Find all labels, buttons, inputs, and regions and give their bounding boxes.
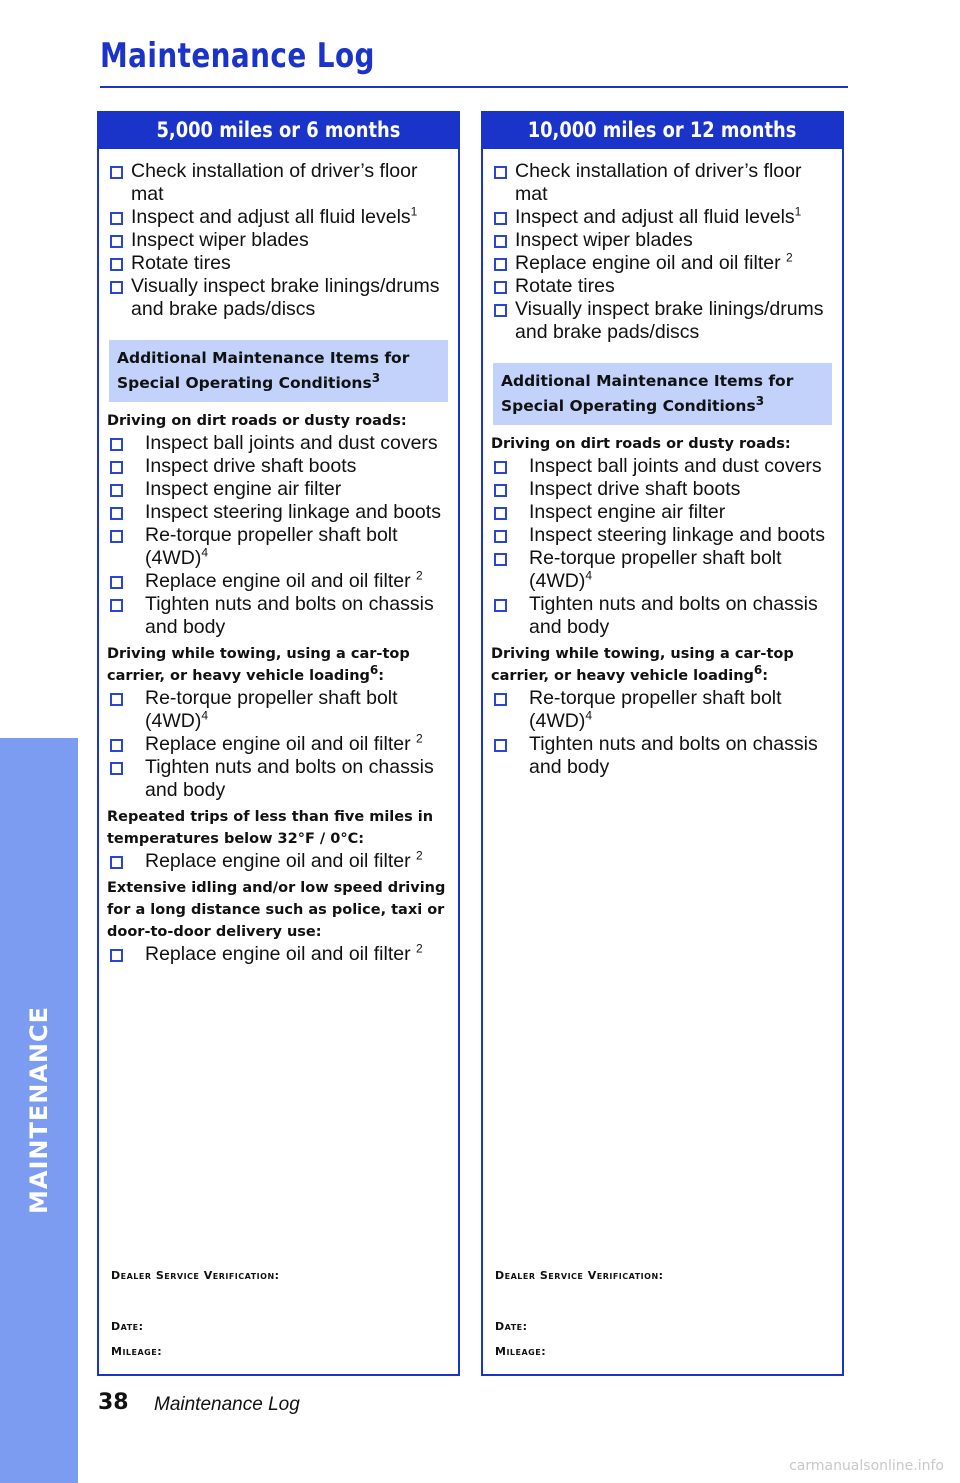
footnote-marker: 6 — [753, 663, 763, 678]
special-conditions-title-text: Special Operating Conditions — [117, 374, 372, 392]
interval-column-10000 — [481, 111, 844, 1376]
checkbox[interactable] — [110, 949, 123, 962]
checklist-item-text: Replace engine oil and oil filter — [515, 252, 787, 274]
checkbox[interactable] — [110, 281, 123, 294]
checklist-item — [491, 593, 834, 639]
footnote-marker: 2 — [416, 731, 423, 746]
column-header: 10,000 miles or 12 months — [481, 111, 844, 149]
condition-heading-text: Driving on dirt roads or dusty roads: — [491, 436, 791, 452]
condition-heading — [107, 410, 450, 432]
special-conditions-title-line1: Additional Maintenance Items for — [117, 349, 410, 367]
condition-heading — [107, 643, 450, 687]
page-title: Maintenance Log — [100, 36, 375, 76]
checklist-item — [491, 252, 834, 275]
checklist-item — [107, 160, 450, 206]
checklist-item-text: Rotate tires — [515, 275, 615, 297]
checklist-item — [107, 275, 450, 321]
watermark: carmanualsonline.info — [789, 1458, 944, 1474]
condition-heading — [107, 806, 450, 850]
date-label: Date: — [111, 1320, 144, 1333]
checklist-item-text: Replace engine oil and oil filter — [145, 570, 417, 592]
checklist-item — [491, 524, 834, 547]
checklist-item-text: Check installation of driver’s floor mat — [131, 160, 418, 205]
dealer-service-verification-label: Dealer Service Verification: — [111, 1269, 280, 1282]
checkbox[interactable] — [110, 258, 123, 271]
checklist-item — [107, 478, 450, 501]
condition-heading-text: Repeated trips of less than five miles in temperatures below 32°F / 0°C: — [107, 809, 434, 847]
checklist-item-text: Replace engine oil and oil filter — [145, 943, 417, 965]
checklist-item-text: Inspect engine air filter — [145, 478, 342, 500]
condition-items — [491, 455, 834, 639]
checklist-item — [107, 850, 450, 873]
checkbox[interactable] — [494, 739, 507, 752]
dealer-service-verification-label: Dealer Service Verification: — [495, 1269, 664, 1282]
checklist-item-text: Inspect ball joints and dust covers — [529, 455, 822, 477]
condition-heading-text: Extensive idling and/or low speed driving for a long distance such as police, taxi or door-to-door delivery use: — [107, 880, 446, 940]
checklist-item-text: Inspect wiper blades — [131, 229, 309, 251]
checklist-item — [491, 501, 834, 524]
condition-items — [107, 943, 450, 966]
checklist-item-text: Tighten nuts and bolts on chassis and body — [145, 593, 434, 638]
checkbox[interactable] — [110, 530, 123, 543]
checklist-item — [491, 687, 834, 733]
checklist-item — [107, 501, 450, 524]
checkbox[interactable] — [110, 739, 123, 752]
footnote-marker: 4 — [201, 545, 209, 560]
checklist-item-text: Visually inspect brake linings/drums and brake pads/discs — [515, 298, 824, 343]
checkbox[interactable] — [494, 281, 507, 294]
condition-heading-tail: : — [762, 668, 769, 684]
checklist-item — [107, 524, 450, 570]
condition-heading-text: Driving while towing, using a car-top carrier, or heavy vehicle loading — [491, 646, 794, 684]
checklist-item-text: Visually inspect brake linings/drums and brake pads/discs — [131, 275, 440, 320]
footnote-marker: 2 — [416, 941, 423, 956]
checkbox[interactable] — [494, 258, 507, 271]
checkbox[interactable] — [110, 599, 123, 612]
checklist-item — [107, 733, 450, 756]
checkbox[interactable] — [110, 235, 123, 248]
checklist-item-text: Inspect steering linkage and boots — [529, 524, 825, 546]
checklist-item — [107, 570, 450, 593]
column-header: 5,000 miles or 6 months — [97, 111, 460, 149]
checklist-item — [107, 687, 450, 733]
checklist-item-text: Tighten nuts and bolts on chassis and body — [529, 733, 818, 778]
checkbox[interactable] — [110, 484, 123, 497]
special-conditions-title-line1: Additional Maintenance Items for — [501, 372, 794, 390]
special-conditions-title-text: Special Operating Conditions — [501, 397, 756, 415]
footnote-marker: 4 — [585, 708, 593, 723]
checklist — [491, 160, 834, 779]
checkbox[interactable] — [494, 212, 507, 225]
footnote-marker: 4 — [585, 568, 593, 583]
checkbox[interactable] — [494, 507, 507, 520]
checkbox[interactable] — [494, 461, 507, 474]
mileage-label: Mileage: — [111, 1345, 163, 1358]
footnote-marker: 1 — [794, 204, 802, 219]
checklist-item — [107, 593, 450, 639]
checklist-item-text: Inspect and adjust all fluid levels — [131, 206, 411, 228]
footnote-marker: 6 — [369, 663, 379, 678]
checklist-item-text: Rotate tires — [131, 252, 231, 274]
checkbox[interactable] — [110, 693, 123, 706]
checkbox[interactable] — [110, 461, 123, 474]
checklist-item-text: Inspect wiper blades — [515, 229, 693, 251]
checklist-item — [491, 547, 834, 593]
condition-items — [491, 687, 834, 779]
checkbox[interactable] — [494, 693, 507, 706]
footnote-marker: 4 — [201, 708, 209, 723]
checklist-item-text: Re-torque propeller shaft bolt (4WD) — [145, 687, 398, 732]
page-number: 38 — [98, 1390, 129, 1415]
checklist-item — [107, 252, 450, 275]
checkbox[interactable] — [110, 212, 123, 225]
footnote-marker: 2 — [416, 848, 423, 863]
footnote-marker: 3 — [371, 370, 381, 385]
checkbox[interactable] — [110, 507, 123, 520]
dealer-verification — [495, 1269, 664, 1358]
footnote-marker: 3 — [755, 393, 765, 408]
checklist — [107, 160, 450, 966]
checklist-item-text: Re-torque propeller shaft bolt (4WD) — [529, 547, 782, 592]
checklist-item-text: Inspect drive shaft boots — [529, 478, 741, 500]
footer-label: Maintenance Log — [154, 1394, 300, 1415]
checklist-item-text: Check installation of driver’s floor mat — [515, 160, 802, 205]
checklist-item-text: Re-torque propeller shaft bolt (4WD) — [145, 524, 398, 569]
checklist-item — [491, 298, 834, 344]
checklist-item-text: Replace engine oil and oil filter — [145, 850, 417, 872]
checkbox[interactable] — [110, 762, 123, 775]
footnote-marker: 2 — [416, 568, 423, 583]
condition-heading — [491, 643, 834, 687]
special-conditions-title-line2 — [117, 371, 440, 396]
side-tab-label: MAINTENANCE — [25, 1006, 53, 1214]
checklist-item-text: Inspect steering linkage and boots — [145, 501, 441, 523]
checkbox[interactable] — [494, 166, 507, 179]
checklist-item — [107, 756, 450, 802]
condition-heading — [491, 433, 834, 455]
checkbox[interactable] — [110, 438, 123, 451]
checklist-item — [107, 455, 450, 478]
checklist-item — [107, 229, 450, 252]
special-conditions-heading — [493, 363, 832, 425]
checklist-item — [491, 455, 834, 478]
checklist-item-text: Tighten nuts and bolts on chassis and body — [529, 593, 818, 638]
footnote-marker: 2 — [786, 250, 793, 265]
checklist-item — [107, 432, 450, 455]
checklist-item-text: Re-torque propeller shaft bolt (4WD) — [529, 687, 782, 732]
checkbox[interactable] — [494, 530, 507, 543]
condition-items — [107, 687, 450, 802]
title-divider — [100, 86, 848, 88]
checkbox[interactable] — [494, 484, 507, 497]
checklist-item-text: Inspect engine air filter — [529, 501, 726, 523]
checklist-item — [491, 275, 834, 298]
special-conditions-title-line2 — [501, 394, 824, 419]
checklist-item-text: Replace engine oil and oil filter — [145, 733, 417, 755]
checkbox[interactable] — [110, 576, 123, 589]
checklist-item — [491, 229, 834, 252]
dealer-verification — [111, 1269, 280, 1358]
checklist-item — [491, 478, 834, 501]
checklist-item — [107, 206, 450, 229]
condition-heading-text: Driving while towing, using a car-top carrier, or heavy vehicle loading — [107, 646, 410, 684]
special-conditions-heading — [109, 340, 448, 402]
footnote-marker: 1 — [410, 204, 418, 219]
checkbox[interactable] — [494, 304, 507, 317]
checklist-item — [491, 733, 834, 779]
checkbox[interactable] — [110, 856, 123, 869]
checkbox[interactable] — [110, 166, 123, 179]
condition-items — [107, 850, 450, 873]
checklist-item — [491, 206, 834, 229]
checkbox[interactable] — [494, 553, 507, 566]
checklist-item-text: Tighten nuts and bolts on chassis and body — [145, 756, 434, 801]
checklist-item-text: Inspect drive shaft boots — [145, 455, 357, 477]
date-label: Date: — [495, 1320, 528, 1333]
checklist-item-text: Inspect ball joints and dust covers — [145, 432, 438, 454]
checklist-item — [107, 943, 450, 966]
checklist-item — [491, 160, 834, 206]
checkbox[interactable] — [494, 235, 507, 248]
condition-heading — [107, 877, 450, 943]
checkbox[interactable] — [494, 599, 507, 612]
mileage-label: Mileage: — [495, 1345, 547, 1358]
condition-items — [107, 432, 450, 639]
interval-column-5000 — [97, 111, 460, 1376]
checklist-item-text: Inspect and adjust all fluid levels — [515, 206, 795, 228]
condition-heading-tail: : — [378, 668, 385, 684]
condition-heading-text: Driving on dirt roads or dusty roads: — [107, 413, 407, 429]
